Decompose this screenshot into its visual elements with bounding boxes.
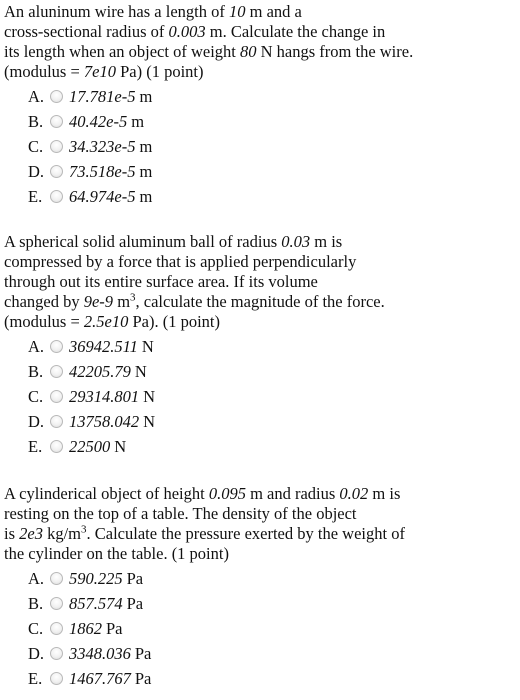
radio-button[interactable] xyxy=(50,440,63,453)
option-letter: D. xyxy=(28,643,45,663)
question-text-run: m is xyxy=(310,232,343,251)
answer-options xyxy=(4,334,512,459)
option-letter: A. xyxy=(28,86,45,106)
option-letter: C. xyxy=(28,386,44,406)
option-value: 42205.79 xyxy=(69,361,131,381)
question-line xyxy=(4,524,512,544)
question-line xyxy=(4,252,512,272)
option-letter: A. xyxy=(28,336,45,356)
option-unit: N xyxy=(143,386,156,406)
option-d[interactable] xyxy=(4,641,512,666)
question-2 xyxy=(4,232,512,459)
option-c[interactable] xyxy=(4,616,512,641)
math-value: 10 xyxy=(229,2,246,21)
math-value: 7e10 xyxy=(83,62,116,81)
math-value: 0.02 xyxy=(339,484,369,503)
question-text-run: resting on the top of a table. The density of the object xyxy=(4,504,357,523)
option-value: 29314.801 xyxy=(69,386,140,406)
option-d[interactable] xyxy=(4,409,512,434)
option-letter: B. xyxy=(28,111,44,131)
option-letter: E. xyxy=(28,668,43,688)
option-c[interactable] xyxy=(4,384,512,409)
math-value: 0.095 xyxy=(208,484,246,503)
question-text-run: $m^3$, calculate the magnitude of the force. xyxy=(113,291,385,311)
option-letter: B. xyxy=(28,593,44,613)
radio-button[interactable] xyxy=(50,572,63,585)
question-text xyxy=(4,484,512,564)
question-line xyxy=(4,544,512,564)
option-unit: Pa xyxy=(106,618,123,638)
question-text-run: is xyxy=(4,524,20,543)
question-line xyxy=(4,484,512,504)
option-e[interactable] xyxy=(4,434,512,459)
option-unit: m xyxy=(131,111,145,131)
option-letter: E. xyxy=(28,186,43,206)
radio-button[interactable] xyxy=(50,190,63,203)
question-text-run: m and radius xyxy=(245,484,340,503)
option-value: 1862 xyxy=(69,618,102,638)
option-value: 64.974e-5 xyxy=(69,186,136,206)
option-a[interactable] xyxy=(4,84,512,109)
math-value: 2e3 xyxy=(19,524,43,543)
option-value: 17.781e-5 xyxy=(69,86,136,106)
math-value: 9e-9 xyxy=(83,292,114,311)
option-unit: Pa xyxy=(126,568,144,588)
exponent: 3 xyxy=(130,291,136,304)
question-text-run: $kg/m^3$. Calculate the pressure exerted by the weight of xyxy=(42,523,405,543)
radio-button[interactable] xyxy=(50,140,63,153)
option-unit: m xyxy=(139,161,153,181)
option-unit: N xyxy=(114,436,127,456)
option-value: 590.225 xyxy=(69,568,123,588)
radio-button[interactable] xyxy=(50,340,63,353)
option-unit: Pa xyxy=(126,593,144,613)
option-value: 40.42e-5 xyxy=(69,111,128,131)
option-letter: D. xyxy=(28,161,45,181)
option-value: 34.323e-5 xyxy=(69,136,136,156)
option-unit: m xyxy=(139,186,153,206)
radio-button[interactable] xyxy=(50,390,63,403)
radio-button[interactable] xyxy=(50,415,63,428)
option-unit: Pa xyxy=(134,643,152,663)
option-unit: N xyxy=(141,336,154,356)
question-text xyxy=(4,2,512,82)
question-line xyxy=(4,2,512,22)
question-line xyxy=(4,272,512,292)
option-letter: C. xyxy=(28,618,44,638)
option-c[interactable] xyxy=(4,134,512,159)
question-text-run: m and a xyxy=(245,2,302,21)
exponent: 3 xyxy=(81,523,87,536)
option-b[interactable] xyxy=(4,109,512,134)
option-e[interactable] xyxy=(4,184,512,209)
option-value: 73.518e-5 xyxy=(69,161,136,181)
math-value: 0.003 xyxy=(168,22,206,41)
option-a[interactable] xyxy=(4,334,512,359)
option-b[interactable] xyxy=(4,359,512,384)
question-3 xyxy=(4,484,512,691)
math-value: 80 xyxy=(240,42,257,61)
radio-button[interactable] xyxy=(50,365,63,378)
question-text-run: Pa). (1 point) xyxy=(128,312,220,331)
option-value: 13758.042 xyxy=(69,411,140,431)
question-text-run: A cylinderical object of height xyxy=(4,484,209,503)
option-letter: D. xyxy=(28,411,45,431)
question-line xyxy=(4,504,512,524)
option-value: 36942.511 xyxy=(69,336,138,356)
question-text-run: (modulus = xyxy=(4,62,84,81)
radio-button[interactable] xyxy=(50,672,63,685)
option-d[interactable] xyxy=(4,159,512,184)
option-letter: E. xyxy=(28,436,43,456)
option-value: 22500 xyxy=(69,436,111,456)
option-unit: m xyxy=(139,136,153,156)
question-text-run: m. Calculate the change in xyxy=(205,22,386,41)
option-letter: B. xyxy=(28,361,44,381)
option-e[interactable] xyxy=(4,666,512,691)
question-line xyxy=(4,292,512,312)
answer-options xyxy=(4,84,512,209)
option-unit: N xyxy=(134,361,147,381)
question-1 xyxy=(4,2,512,209)
option-letter: A. xyxy=(28,568,45,588)
math-value: 2.5e10 xyxy=(83,312,129,331)
question-text-run: An aluninum wire has a length of xyxy=(4,2,229,21)
option-b[interactable] xyxy=(4,591,512,616)
math-value: 0.03 xyxy=(281,232,311,251)
option-unit: m xyxy=(139,86,153,106)
question-text xyxy=(4,232,512,332)
question-text-run: changed by xyxy=(4,292,84,311)
question-line xyxy=(4,312,512,332)
option-value: 857.574 xyxy=(69,593,123,613)
question-line xyxy=(4,232,512,252)
question-text-run: its length when an object of weight xyxy=(4,42,240,61)
question-line xyxy=(4,42,512,62)
question-text-run: A spherical solid aluminum ball of radius xyxy=(4,232,282,251)
question-text-run: Pa) (1 point) xyxy=(115,62,204,81)
radio-button[interactable] xyxy=(50,115,63,128)
question-text-run: cross-sectional radius of xyxy=(4,22,169,41)
radio-button[interactable] xyxy=(50,90,63,103)
radio-button[interactable] xyxy=(50,647,63,660)
radio-button[interactable] xyxy=(50,165,63,178)
option-value: 1467.767 xyxy=(69,668,131,688)
radio-button[interactable] xyxy=(50,622,63,635)
option-a[interactable] xyxy=(4,566,512,591)
question-text-run: the cylinder on the table. (1 point) xyxy=(4,544,229,563)
question-text-run: (modulus = xyxy=(4,312,84,331)
question-text-run: compressed by a force that is applied perpendicularly xyxy=(4,252,357,271)
question-text-run: m is xyxy=(368,484,401,503)
radio-button[interactable] xyxy=(50,597,63,610)
option-letter: C. xyxy=(28,136,44,156)
question-text-run: N hangs from the wire. xyxy=(256,42,414,61)
option-unit: N xyxy=(143,411,156,431)
question-line xyxy=(4,22,512,42)
question-line xyxy=(4,62,512,82)
option-unit: Pa xyxy=(134,668,152,688)
answer-options xyxy=(4,566,512,691)
option-value: 3348.036 xyxy=(69,643,131,663)
question-text-run: through out its entire surface area. If its volume xyxy=(4,272,318,291)
